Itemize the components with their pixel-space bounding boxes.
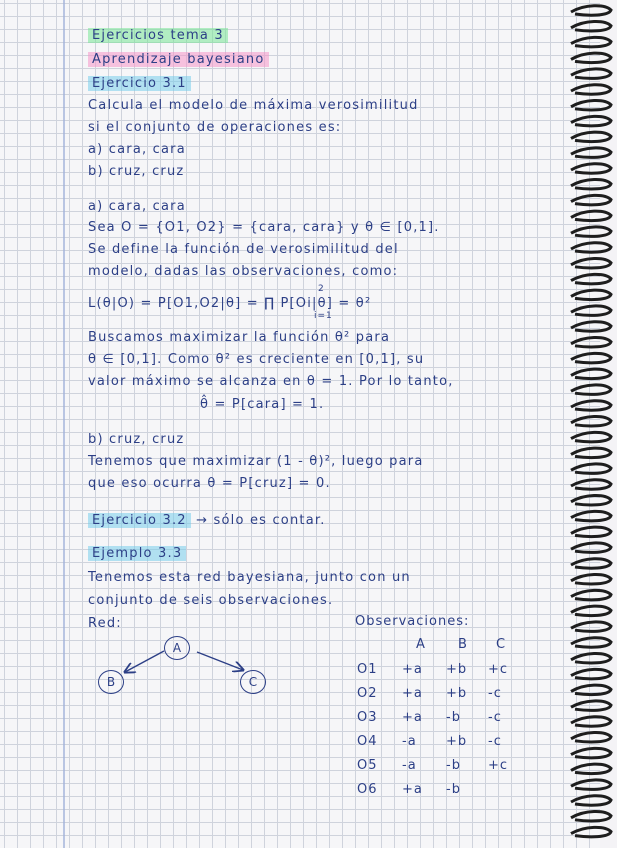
spiral-coil: [571, 464, 611, 473]
spiral-coil: [571, 85, 611, 94]
spiral-coil: [571, 480, 611, 489]
sol-a-line: Se define la función de verosimilitud del: [88, 242, 399, 257]
spiral-coil: [571, 353, 611, 362]
spiral-coil: [571, 827, 611, 836]
spiral-coil: [571, 401, 611, 410]
obs-cell: +a: [402, 710, 423, 725]
spiral-coil: [571, 780, 611, 789]
spiral-coil: [571, 748, 611, 757]
obs-cell: +b: [446, 662, 468, 677]
sol-b-line: Tenemos que maximizar (1 - θ)², luego para: [88, 454, 424, 469]
obs-cell: -b: [446, 710, 461, 725]
observations-label: Observaciones:: [355, 614, 470, 629]
spiral-coil: [571, 132, 611, 141]
spiral-coil: [571, 211, 611, 220]
obs-row-id: O5: [357, 758, 378, 773]
ex1-heading: Ejercicio 3.1: [88, 76, 191, 92]
spiral-coil: [571, 180, 611, 189]
spiral-coil: [571, 259, 611, 268]
obs-row-id: O1: [357, 662, 378, 677]
red-label: Red:: [88, 616, 122, 631]
product-lower: i=1: [314, 311, 333, 321]
ex3-heading: Ejemplo 3.3: [88, 546, 186, 562]
spiral-coil: [571, 53, 611, 62]
obs-row-id: O3: [357, 710, 378, 725]
spiral-coil: [571, 701, 611, 710]
spiral-coil: [571, 417, 611, 426]
ex1-line: b) cruz, cruz: [88, 164, 185, 179]
sol-a-line: modelo, dadas las observaciones, como:: [88, 264, 399, 279]
sol-a-line: a) cara, cara: [88, 199, 186, 214]
sol-a-line: Buscamos maximizar la función θ² para: [88, 330, 391, 345]
spiral-coil: [571, 369, 611, 378]
spiral-coil: [571, 622, 611, 631]
obs-row-id: O2: [357, 686, 378, 701]
spiral-coil: [571, 385, 611, 394]
sol-b-line: b) cruz, cruz: [88, 432, 185, 447]
sol-b-line: que eso ocurra θ = P[cruz] = 0.: [88, 476, 331, 491]
estimate-result: θ̂ = P[cara] = 1.: [200, 397, 325, 412]
obs-cell: +a: [402, 662, 423, 677]
spiral-coil: [571, 6, 611, 15]
spiral-coil: [571, 306, 611, 315]
spiral-coil: [571, 22, 611, 31]
obs-cell: -c: [488, 734, 502, 749]
spiral-coil: [571, 669, 611, 678]
ex2-heading: Ejercicio 3.2 → sólo es contar.: [88, 513, 326, 529]
spiral-coil: [571, 322, 611, 331]
section-title: Aprendizaje bayesiano: [88, 52, 269, 68]
sol-a-line: valor máximo se alcanza en θ = 1. Por lo tanto,: [88, 374, 454, 389]
spiral-coil: [571, 575, 611, 584]
spiral-coil: [571, 638, 611, 647]
spiral-coil: [571, 685, 611, 694]
obs-cell: -b: [446, 782, 461, 797]
sol-a-line: Sea O = {O1, O2} = {cara, cara} y θ ∈ [0,1].: [88, 220, 440, 235]
obs-cell: -c: [488, 710, 502, 725]
obs-row-id: O4: [357, 734, 378, 749]
obs-col-header: C: [496, 637, 507, 652]
ex3-line: Tenemos esta red bayesiana, junto con un: [88, 570, 411, 585]
obs-cell: -c: [488, 686, 502, 701]
spiral-coil: [571, 654, 611, 663]
obs-cell: +b: [446, 686, 468, 701]
obs-cell: +c: [488, 662, 509, 677]
spiral-coil: [571, 796, 611, 805]
ex3-line: conjunto de seis observaciones.: [88, 593, 334, 608]
spiral-coil: [571, 511, 611, 520]
spiral-coil: [571, 274, 611, 283]
spiral-binding: [565, 0, 617, 848]
obs-col-header: B: [458, 637, 468, 652]
spiral-coil: [571, 432, 611, 441]
spiral-coil: [571, 164, 611, 173]
spiral-coil: [571, 559, 611, 568]
spiral-coil: [571, 527, 611, 536]
spiral-coil: [571, 243, 611, 252]
obs-cell: +a: [402, 686, 423, 701]
obs-cell: +b: [446, 734, 468, 749]
spiral-coil: [571, 116, 611, 125]
ex1-line: si el conjunto de operaciones es:: [88, 120, 342, 135]
ex2-note: → sólo es contar.: [196, 513, 326, 528]
obs-cell: +c: [488, 758, 509, 773]
spiral-coil: [571, 717, 611, 726]
node-c: C: [240, 670, 266, 694]
product-upper: 2: [318, 284, 325, 294]
obs-cell: -a: [402, 734, 417, 749]
spiral-coil: [571, 764, 611, 773]
ex1-line: Calcula el modelo de máxima verosimilitud: [88, 98, 419, 113]
spiral-coil: [571, 290, 611, 299]
spiral-coil: [571, 37, 611, 46]
spiral-coil: [571, 590, 611, 599]
spiral-coil: [571, 148, 611, 157]
sol-a-line: θ ∈ [0,1]. Como θ² es creciente en [0,1], su: [88, 352, 425, 367]
obs-col-header: A: [416, 637, 426, 652]
spiral-coil: [571, 496, 611, 505]
spiral-coil: [571, 606, 611, 615]
node-a: A: [164, 636, 190, 660]
ex1-line: a) cara, cara: [88, 142, 186, 157]
likelihood-formula: L(θ|O) = P[O1,O2|θ] = ∏ P[Oi|θ] = θ²: [88, 296, 372, 311]
spiral-coil: [571, 195, 611, 204]
spiral-coil: [571, 338, 611, 347]
spiral-coil: [571, 733, 611, 742]
spiral-coil: [571, 812, 611, 821]
margin-line: [63, 0, 65, 848]
obs-cell: -b: [446, 758, 461, 773]
spiral-coil: [571, 543, 611, 552]
spiral-coil: [571, 101, 611, 110]
obs-row-id: O6: [357, 782, 378, 797]
obs-cell: -a: [402, 758, 417, 773]
spiral-coil: [571, 69, 611, 78]
spiral-coil: [571, 227, 611, 236]
node-b: B: [98, 670, 124, 694]
page-title: Ejercicios tema 3: [88, 28, 228, 44]
spiral-coil: [571, 448, 611, 457]
obs-cell: +a: [402, 782, 423, 797]
